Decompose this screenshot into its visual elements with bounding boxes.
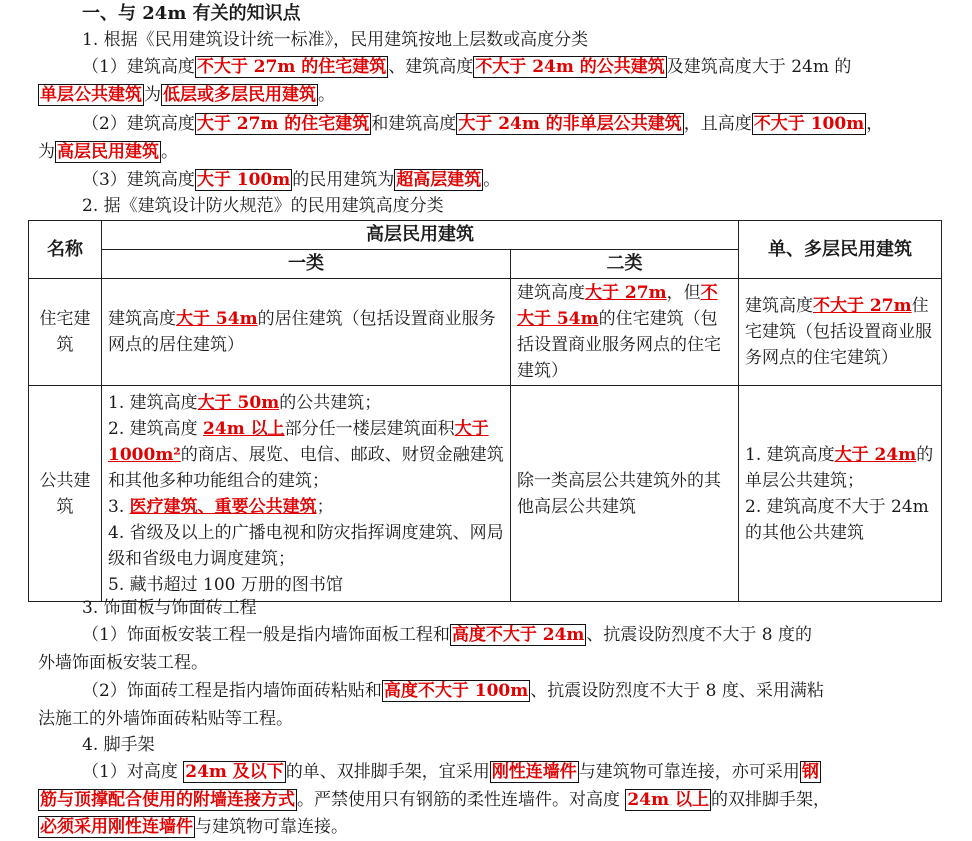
highlight-over-54m: 大于 54m <box>176 309 258 329</box>
highlight-low-multi-storey: 低层或多层民用建筑 <box>163 85 316 105</box>
header-class-1: 一类 <box>102 250 511 279</box>
paragraph-3-item-1-line-1: （1）饰面板安装工程一般是指内墙饰面板工程和 高度不大于 24m 、抗震设防烈度不大于 8 度的 <box>82 625 813 645</box>
paragraph-4-item-1-line-1: （1）对高度 24m 及以下 的单、双排脚手架，宜采用 刚性连墙件 与建筑物可靠连接，亦可采用 钢 <box>82 762 819 782</box>
header-class-2: 二类 <box>511 250 739 279</box>
highlight-above-24m: 24m 以上 <box>203 418 285 439</box>
paragraph-2-intro: 2. 据《建筑设计防火规范》的民用建筑高度分类 <box>82 196 444 216</box>
paragraph-1-item-2-line-1: （2）建筑高度 大于 27m 的住宅建筑 和建筑高度 大于 24m 的非单层公共建筑 ，且高度 不大于 100m ， <box>82 114 884 134</box>
highlight-medical-important: 医疗建筑、重要公共建筑 <box>129 496 317 517</box>
paragraph-1-item-1-line-2: 单层公共建筑 为 低层或多层民用建筑 。 <box>40 85 335 105</box>
highlight-height-not-over-100m: 高度不大于 100m <box>383 681 529 701</box>
highlight-height-not-over-24m: 高度不大于 24m <box>451 625 585 645</box>
public-low-rise-item-1: 1. 建筑高度大于 24m的单层公共建筑； <box>745 444 934 491</box>
highlight-above-24m-scaffold: 24m 以上 <box>627 790 709 810</box>
highlight-residential-27m: 不大于 27m 的住宅建筑 <box>196 57 387 77</box>
highlight-over-100m: 大于 100m <box>196 170 291 190</box>
highlight-over-1000m2: 大于 1000m² <box>108 418 489 465</box>
paragraph-4-intro: 4. 脚手架 <box>82 735 155 755</box>
highlight-over-27m: 大于 27m <box>585 283 667 303</box>
highlight-single-storey-public: 单层公共建筑 <box>40 85 142 105</box>
residential-low-rise-cell: 建筑高度不大于 27m住宅建筑（包括设置商业服务网点的住宅建筑） <box>739 279 942 386</box>
header-high-rise: 高层民用建筑 <box>102 221 739 250</box>
highlight-public-24m: 不大于 24m 的公共建筑 <box>475 57 665 77</box>
header-name: 名称 <box>29 221 102 279</box>
highlight-24m-and-below: 24m 及以下 <box>185 762 284 782</box>
paragraph-1-item-3: （3）建筑高度 大于 100m 的民用建筑为 超高层建筑 。 <box>82 170 501 190</box>
paragraph-1-item-1-line-1: （1）建筑高度 不大于 27m 的住宅建筑 、建筑高度 不大于 24m 的公共建筑 及建筑高度大于 24m 的 <box>82 57 852 77</box>
height-classification-table <box>28 220 942 602</box>
section-title: 一、与 24m 有关的知识点 <box>82 3 301 24</box>
highlight-rigid-tie: 刚性连墙件 <box>491 762 577 782</box>
highlight-over-24m: 大于 24m <box>834 444 917 465</box>
highlight-not-over-27m: 不大于 27m <box>813 296 912 316</box>
paragraph-4-item-1-line-3: 必须采用刚性连墙件 与建筑物可靠连接。 <box>40 817 348 837</box>
public-class-1-cell <box>102 386 511 602</box>
public-class-1-item-1: 1. 建筑高度大于 50m的公共建筑； <box>108 392 382 413</box>
highlight-must-use-rigid-tie: 必须采用刚性连墙件 <box>40 817 193 837</box>
paragraph-3-item-2-line-1: （2）饰面砖工程是指内墙饰面砖粘贴和 高度不大于 100m 、抗震设防烈度不大于 8 度、采用满粘 <box>82 681 824 701</box>
public-class-1-item-4: 4. 省级及以上的广播电视和防灾指挥调度建筑、网局级和省级电力调度建筑； <box>108 522 504 569</box>
highlight-residential-over-27m: 大于 27m 的住宅建筑 <box>196 114 370 134</box>
public-class-1-item-2: 2. 建筑高度 24m 以上部分任一楼层建筑面积大于 1000m²的商店、展览、电信、邮政、财贸金融建筑和其他多种功能组合的建筑； <box>108 418 504 491</box>
highlight-high-rise: 高层民用建筑 <box>57 142 159 162</box>
row-public-name: 公共建筑 <box>29 386 102 602</box>
public-low-rise-cell <box>739 386 942 602</box>
public-class-2-cell: 除一类高层公共建筑外的其他高层公共建筑 <box>511 386 739 602</box>
highlight-over-50m: 大于 50m <box>197 392 280 413</box>
paragraph-3-intro: 3. 饰面板与饰面砖工程 <box>82 598 257 618</box>
highlight-not-over-54m: 不大于 54m <box>517 283 718 329</box>
row-residential-name: 住宅建筑 <box>29 279 102 386</box>
paragraph-3-item-2-line-2: 法施工的外墙饰面砖粘贴等工程。 <box>38 709 293 729</box>
highlight-super-high-rise: 超高层建筑 <box>396 170 482 190</box>
public-class-1-item-3: 3. 医疗建筑、重要公共建筑； <box>108 496 334 517</box>
highlight-public-over-24m: 大于 24m 的非单层公共建筑 <box>458 114 682 134</box>
paragraph-1-intro: 1. 根据《民用建筑设计统一标准》，民用建筑按地上层数或高度分类 <box>82 30 589 50</box>
residential-class-2-cell: 建筑高度大于 27m，但不大于 54m的住宅建筑（包括设置商业服务网点的住宅建筑） <box>511 279 739 386</box>
paragraph-1-item-2-line-2: 为 高层民用建筑 。 <box>38 142 178 162</box>
highlight-not-over-100m: 不大于 100m <box>753 114 865 134</box>
residential-class-1-cell: 建筑高度大于 54m的居住建筑（包括设置商业服务网点的居住建筑） <box>102 279 511 386</box>
paragraph-3-item-1-line-2: 外墙饰面板安装工程。 <box>38 653 208 673</box>
highlight-steel-start: 钢 <box>801 762 819 782</box>
public-class-1-item-5: 5. 藏书超过 100 万册的图书馆 <box>108 574 343 595</box>
public-low-rise-item-2: 2. 建筑高度不大于 24m 的其他公共建筑 <box>745 496 929 543</box>
highlight-steel-bar-connection: 筋与顶撑配合使用的附墙连接方式 <box>40 790 295 810</box>
paragraph-4-item-1-line-2: 筋与顶撑配合使用的附墙连接方式 。严禁使用只有钢筋的柔性连墙件。对高度 24m 以上 的双排脚手架， <box>40 790 830 810</box>
header-low-multi-storey: 单、多层民用建筑 <box>739 221 942 279</box>
